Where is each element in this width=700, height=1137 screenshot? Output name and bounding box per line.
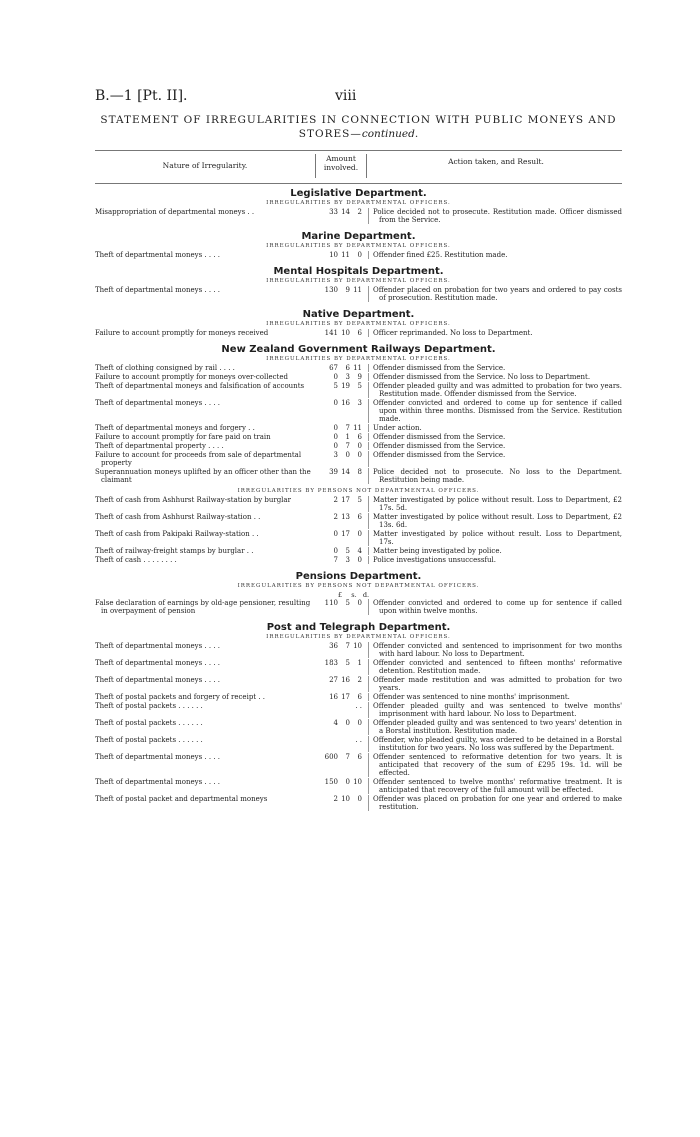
group-subheading: IRREGULARITIES BY PERSONS NOT DEPARTMENTAL OFFICERS. bbox=[237, 488, 480, 494]
statement-title bbox=[95, 113, 622, 141]
irregularity-nature: Failure to account for proceeds from sale of departmental property bbox=[95, 451, 302, 467]
amount-pounds: 5 bbox=[333, 382, 338, 390]
action-taken: Offender sentenced to twelve months' reformative treatment. It is anticipated that recovery of the full amount will be effected. bbox=[373, 778, 622, 794]
amount-pence: 6 bbox=[357, 693, 362, 701]
table-row bbox=[95, 719, 622, 735]
amount-shillings: 5 bbox=[345, 659, 350, 667]
irregularity-nature: False declaration of earnings by old-age pensioner, resulting in overpayment of pension bbox=[95, 599, 311, 615]
table-row bbox=[95, 513, 622, 529]
action-taken: Offender dismissed from the Service. bbox=[373, 364, 506, 372]
amount-shillings: 5 bbox=[345, 547, 350, 555]
table-row bbox=[95, 468, 622, 484]
action-taken: Police decided not to prosecute. No loss to the Department. Restitution being made. bbox=[373, 468, 622, 484]
group-subheading: IRREGULARITIES BY DEPARTMENTAL OFFICERS. bbox=[266, 200, 451, 206]
amount-pence: 0 bbox=[357, 599, 362, 607]
group-spacer bbox=[95, 812, 622, 814]
amount-pounds: 10 bbox=[329, 251, 338, 259]
amount-pounds: 2 bbox=[333, 513, 338, 521]
amount-pence: 5 bbox=[357, 496, 362, 504]
action-taken: Offender sentenced to reformative detention for two years. It is anticipated that recovery of the sum of £295 19s. 1d. will be effected. bbox=[373, 753, 622, 777]
amount-involved bbox=[311, 329, 369, 337]
amount-shillings: 19 bbox=[341, 382, 350, 390]
amount-pence: 0 bbox=[357, 795, 362, 803]
amount-pounds: 33 bbox=[329, 208, 338, 216]
amount-pence: 0 bbox=[357, 556, 362, 564]
table-row bbox=[95, 676, 622, 692]
amount-pounds: 141 bbox=[324, 329, 338, 337]
amount-pence: 8 bbox=[357, 468, 362, 476]
amount-pounds: 67 bbox=[329, 364, 338, 372]
irregularity-nature: Theft of departmental moneys . . . . bbox=[95, 642, 221, 650]
amount-pence: . . bbox=[355, 702, 362, 710]
amount-pounds: 0 bbox=[333, 399, 338, 407]
irregularity-nature: Theft of postal packets and forgery of receipt . . bbox=[95, 693, 266, 701]
irregularity-nature: Theft of departmental moneys . . . . bbox=[95, 659, 221, 667]
group-spacer bbox=[95, 565, 622, 567]
amount-involved bbox=[311, 208, 369, 224]
irregularity-nature: Theft of postal packets . . . . . . bbox=[95, 719, 203, 727]
irregularity-nature: Theft of postal packets . . . . . . bbox=[95, 702, 203, 710]
amount-pence: 10 bbox=[353, 642, 362, 650]
amount-shillings: 17 bbox=[341, 693, 350, 701]
amount-involved bbox=[311, 399, 369, 423]
amount-shillings: 5 bbox=[345, 599, 350, 607]
table-row bbox=[95, 399, 622, 423]
irregularity-nature: Theft of cash . . . . . . . . bbox=[95, 556, 177, 564]
table-row bbox=[95, 659, 622, 675]
amount-pounds: 0 bbox=[333, 424, 338, 432]
amount-pence: 6 bbox=[357, 329, 362, 337]
group-subheading: IRREGULARITIES BY PERSONS NOT DEPARTMENTAL OFFICERS. bbox=[237, 583, 480, 589]
amount-pounds: 130 bbox=[324, 286, 338, 294]
amount-involved bbox=[311, 676, 369, 692]
department-heading: Marine Department. bbox=[301, 231, 416, 242]
irregularity-nature: Theft of departmental moneys . . . . bbox=[95, 676, 221, 684]
amount-shillings: 10 bbox=[341, 795, 350, 803]
table-row bbox=[95, 556, 622, 564]
amount-pounds: 600 bbox=[324, 753, 338, 761]
amount-pounds: 0 bbox=[333, 547, 338, 555]
amount-pounds: 16 bbox=[329, 693, 338, 701]
group-subheading: IRREGULARITIES BY DEPARTMENTAL OFFICERS. bbox=[266, 278, 451, 284]
table-row bbox=[95, 795, 622, 811]
table-row bbox=[95, 753, 622, 777]
table-row bbox=[95, 599, 622, 615]
pence-label: d. bbox=[362, 591, 370, 599]
amount-involved bbox=[311, 364, 369, 372]
irregularity-nature: Theft of departmental moneys . . . . bbox=[95, 251, 221, 259]
action-taken: Offender convicted and ordered to come up for sentence if called upon within three months. Dismissed from the Service. Restitution made. bbox=[373, 399, 622, 423]
amount-pounds: 150 bbox=[324, 778, 338, 786]
action-taken: Matter investigated by police without result. Loss to Department, £2 17s. 5d. bbox=[373, 496, 622, 512]
irregularity-nature: Theft of cash from Pakipaki Railway-station . . bbox=[95, 530, 259, 538]
table-row bbox=[95, 382, 622, 398]
amount-shillings: 0 bbox=[345, 719, 350, 727]
table-row bbox=[95, 424, 622, 432]
action-taken: Matter investigated by police without result. Loss to Department, £2 13s. 6d. bbox=[373, 513, 622, 529]
amount-shillings bbox=[338, 702, 350, 718]
amount-pounds: 0 bbox=[333, 442, 338, 450]
irregularity-nature: Theft of departmental moneys and forgery . . bbox=[95, 424, 255, 432]
amount-shillings: 0 bbox=[345, 451, 350, 459]
amount-involved bbox=[311, 659, 369, 675]
title-line-1: STATEMENT OF IRREGULARITIES IN CONNECTION WITH PUBLIC MONEYS AND bbox=[100, 114, 617, 126]
action-taken: Offender convicted and ordered to come up for sentence if called upon within twelve months. bbox=[373, 599, 622, 615]
action-taken: Offender placed on probation for two years and ordered to pay costs of prosecution. Restitution made. bbox=[373, 286, 622, 302]
amount-shillings: 1 bbox=[345, 433, 350, 441]
amount-shillings: 13 bbox=[341, 513, 350, 521]
table-row bbox=[95, 642, 622, 658]
irregularity-nature: Theft of cash from Ashhurst Railway-station . . bbox=[95, 513, 261, 521]
amount-involved bbox=[311, 719, 369, 735]
amount-pounds: 39 bbox=[329, 468, 338, 476]
amount-pounds: 4 bbox=[333, 719, 338, 727]
table-row bbox=[95, 547, 622, 555]
amount-pounds: 2 bbox=[333, 496, 338, 504]
table-row bbox=[95, 530, 622, 546]
amount-pence: 11 bbox=[353, 424, 362, 432]
action-taken: Offender dismissed from the Service. bbox=[373, 451, 506, 459]
table-row bbox=[95, 251, 622, 259]
action-taken: Police decided not to prosecute. Restitution made. Officer dismissed from the Service. bbox=[373, 208, 622, 224]
amount-shillings: 7 bbox=[345, 753, 350, 761]
irregularity-nature: Superannuation moneys uplifted by an officer other than the claimant bbox=[95, 468, 311, 484]
amount-pence: 2 bbox=[357, 208, 362, 216]
amount-shillings: 6 bbox=[345, 364, 350, 372]
amount-shillings: 3 bbox=[345, 373, 350, 381]
amount-involved bbox=[311, 286, 369, 302]
column-header-nature: Nature of Irregularity. bbox=[162, 161, 248, 170]
amount-involved bbox=[311, 451, 369, 467]
table-row bbox=[95, 702, 622, 718]
table-row bbox=[95, 364, 622, 372]
amount-involved bbox=[311, 373, 369, 381]
amount-involved bbox=[311, 251, 369, 259]
group-spacer bbox=[95, 225, 622, 227]
amount-pounds: 2 bbox=[333, 795, 338, 803]
amount-pence: 6 bbox=[357, 433, 362, 441]
action-taken: Offender pleaded guilty and was admitted to probation for two years. Restitution made. Offender dismissed from the Service. bbox=[373, 382, 622, 398]
amount-pounds: 0 bbox=[333, 530, 338, 538]
action-taken: Police investigations unsuccessful. bbox=[373, 556, 496, 564]
group-subheading: IRREGULARITIES BY DEPARTMENTAL OFFICERS. bbox=[266, 243, 451, 249]
action-taken: Offender convicted and sentenced to fifteen months' reformative detention. Restitution made. bbox=[373, 659, 622, 675]
table-row bbox=[95, 496, 622, 512]
irregularity-nature: Failure to account promptly for moneys over-collected bbox=[95, 373, 288, 381]
amount-shillings: 14 bbox=[341, 208, 350, 216]
table-row bbox=[95, 778, 622, 794]
amount-involved bbox=[311, 693, 369, 701]
irregularity-nature: Theft of railway-freight stamps by burglar . . bbox=[95, 547, 254, 555]
amount-pounds: 183 bbox=[324, 659, 338, 667]
amount-shillings: 7 bbox=[345, 442, 350, 450]
amount-involved bbox=[311, 496, 369, 512]
amount-pence: 6 bbox=[357, 753, 362, 761]
amount-involved bbox=[311, 442, 369, 450]
amount-pence: 0 bbox=[357, 530, 362, 538]
lsd-header bbox=[95, 591, 622, 599]
amount-pounds bbox=[324, 736, 338, 752]
table-row bbox=[95, 693, 622, 701]
table-row bbox=[95, 442, 622, 450]
irregularity-nature: Theft of departmental moneys . . . . bbox=[95, 286, 221, 294]
group-spacer bbox=[95, 485, 622, 487]
amount-pence: 0 bbox=[357, 442, 362, 450]
department-heading: Post and Telegraph Department. bbox=[266, 622, 451, 633]
page-number: viii bbox=[335, 88, 357, 104]
irregularity-nature: Theft of departmental moneys . . . . bbox=[95, 778, 221, 786]
amount-involved bbox=[311, 753, 369, 777]
group-subheading: IRREGULARITIES BY DEPARTMENTAL OFFICERS. bbox=[266, 321, 451, 327]
irregularity-nature: Theft of clothing consigned by rail . . . . bbox=[95, 364, 235, 372]
department-heading: Mental Hospitals Department. bbox=[273, 266, 444, 277]
amount-pence: 0 bbox=[357, 719, 362, 727]
irregularity-nature: Theft of departmental moneys and falsification of accounts bbox=[95, 382, 305, 390]
amount-pounds bbox=[324, 702, 338, 718]
amount-pence: 1 bbox=[357, 659, 362, 667]
action-taken: Offender dismissed from the Service. No loss to Department. bbox=[373, 373, 591, 381]
amount-shillings: 17 bbox=[341, 496, 350, 504]
amount-involved bbox=[311, 424, 369, 432]
irregularities-table bbox=[95, 184, 622, 814]
irregularity-nature: Theft of departmental moneys . . . . bbox=[95, 753, 221, 761]
action-taken: Offender pleaded guilty and was sentenced to two years' detention in a Borstal institution. Restitution made. bbox=[373, 719, 622, 735]
document-reference: B.—1 [Pt. II]. bbox=[95, 88, 188, 104]
amount-involved bbox=[311, 736, 369, 752]
amount-involved bbox=[311, 642, 369, 658]
action-taken: Offender pleaded guilty and was sentenced to twelve months' imprisonment with hard labour. No loss to Department. bbox=[373, 702, 622, 718]
amount-pence: 11 bbox=[353, 286, 362, 294]
amount-shillings: 14 bbox=[341, 468, 350, 476]
group-spacer bbox=[95, 338, 622, 340]
amount-pence: 0 bbox=[357, 251, 362, 259]
action-taken: Offender made restitution and was admitted to probation for two years. bbox=[373, 676, 622, 692]
amount-pounds: 7 bbox=[333, 556, 338, 564]
irregularity-nature: Failure to account promptly for moneys received bbox=[95, 329, 269, 337]
amount-involved bbox=[311, 433, 369, 441]
amount-involved bbox=[311, 547, 369, 555]
column-header-action: Action taken, and Result. bbox=[448, 157, 544, 166]
title-line-2: STORES—continued. bbox=[298, 128, 419, 140]
group-spacer bbox=[95, 260, 622, 262]
amount-pence: 4 bbox=[357, 547, 362, 555]
irregularity-nature: Theft of departmental moneys . . . . bbox=[95, 399, 221, 407]
group-spacer bbox=[95, 303, 622, 305]
action-taken: Offender was placed on probation for one year and ordered to make restitution. bbox=[373, 795, 622, 811]
amount-pence: 9 bbox=[357, 373, 362, 381]
amount-shillings: 17 bbox=[341, 530, 350, 538]
column-headers bbox=[95, 150, 622, 184]
pounds-label: £ bbox=[337, 591, 343, 599]
amount-pence: 5 bbox=[357, 382, 362, 390]
amount-pence: 0 bbox=[357, 451, 362, 459]
irregularity-nature: Theft of cash from Ashhurst Railway-station by burglar bbox=[95, 496, 291, 504]
amount-shillings: 0 bbox=[345, 778, 350, 786]
amount-pounds: 3 bbox=[333, 451, 338, 459]
amount-shillings: 7 bbox=[345, 642, 350, 650]
irregularity-nature: Misappropriation of departmental moneys . . bbox=[95, 208, 255, 216]
amount-involved bbox=[311, 382, 369, 398]
amount-pence: 10 bbox=[353, 778, 362, 786]
action-taken: Offender dismissed from the Service. bbox=[373, 442, 506, 450]
table-row bbox=[95, 433, 622, 441]
amount-shillings: 3 bbox=[345, 556, 350, 564]
irregularity-nature: Theft of departmental property . . . . bbox=[95, 442, 224, 450]
amount-involved bbox=[311, 530, 369, 546]
irregularity-nature: Theft of postal packet and departmental moneys bbox=[95, 795, 268, 803]
amount-pounds: 110 bbox=[324, 599, 338, 607]
amount-involved bbox=[311, 556, 369, 564]
amount-pounds: 0 bbox=[333, 433, 338, 441]
department-heading: New Zealand Government Railways Department. bbox=[221, 344, 496, 355]
action-taken: Matter being investigated by police. bbox=[373, 547, 502, 555]
department-heading: Legislative Department. bbox=[290, 188, 427, 199]
page-header bbox=[95, 88, 622, 108]
shillings-label: s. bbox=[351, 591, 357, 599]
amount-pence: 3 bbox=[357, 399, 362, 407]
amount-pounds: 36 bbox=[329, 642, 338, 650]
amount-shillings bbox=[338, 736, 350, 752]
irregularity-nature: Theft of postal packets . . . . . . bbox=[95, 736, 203, 744]
action-taken: Offender convicted and sentenced to imprisonment for two months with hard labour. No loss to Department. bbox=[373, 642, 622, 658]
table-row bbox=[95, 373, 622, 381]
amount-pounds: 27 bbox=[329, 676, 338, 684]
amount-pence: . . bbox=[355, 736, 362, 744]
amount-shillings: 10 bbox=[341, 329, 350, 337]
amount-shillings: 16 bbox=[341, 399, 350, 407]
column-header-amount: Amount involved. bbox=[315, 154, 367, 178]
action-taken: Matter investigated by police without result. Loss to Department, 17s. bbox=[373, 530, 622, 546]
amount-shillings: 11 bbox=[341, 251, 350, 259]
group-spacer bbox=[95, 616, 622, 618]
amount-shillings: 7 bbox=[345, 424, 350, 432]
amount-pence: 6 bbox=[357, 513, 362, 521]
amount-pence: 11 bbox=[353, 364, 362, 372]
action-taken: Offender fined £25. Restitution made. bbox=[373, 251, 508, 259]
amount-involved bbox=[311, 702, 369, 718]
irregularity-nature: Failure to account promptly for fare paid on train bbox=[95, 433, 271, 441]
department-heading: Pensions Department. bbox=[295, 571, 422, 582]
table-row bbox=[95, 208, 622, 224]
action-taken: Under action. bbox=[373, 424, 422, 432]
group-subheading: IRREGULARITIES BY DEPARTMENTAL OFFICERS. bbox=[266, 356, 451, 362]
amount-involved bbox=[311, 599, 369, 615]
amount-involved bbox=[311, 468, 369, 484]
amount-shillings: 16 bbox=[341, 676, 350, 684]
group-subheading: IRREGULARITIES BY DEPARTMENTAL OFFICERS. bbox=[266, 634, 451, 640]
department-heading: Native Department. bbox=[302, 309, 415, 320]
amount-involved bbox=[311, 513, 369, 529]
amount-shillings: 9 bbox=[345, 286, 350, 294]
amount-pence: 2 bbox=[357, 676, 362, 684]
action-taken: Offender dismissed from the Service. bbox=[373, 433, 506, 441]
amount-pounds: 0 bbox=[333, 373, 338, 381]
table-row bbox=[95, 451, 622, 467]
action-taken: Offender was sentenced to nine months' imprisonment. bbox=[373, 693, 570, 701]
amount-involved bbox=[311, 778, 369, 794]
table-row bbox=[95, 286, 622, 302]
amount-involved bbox=[311, 795, 369, 811]
table-row bbox=[95, 736, 622, 752]
action-taken: Offender, who pleaded guilty, was ordered to be detained in a Borstal institution for two years. No loss was suffered by the Department. bbox=[373, 736, 622, 752]
table-row bbox=[95, 329, 622, 337]
action-taken: Officer reprimanded. No loss to Department. bbox=[373, 329, 533, 337]
